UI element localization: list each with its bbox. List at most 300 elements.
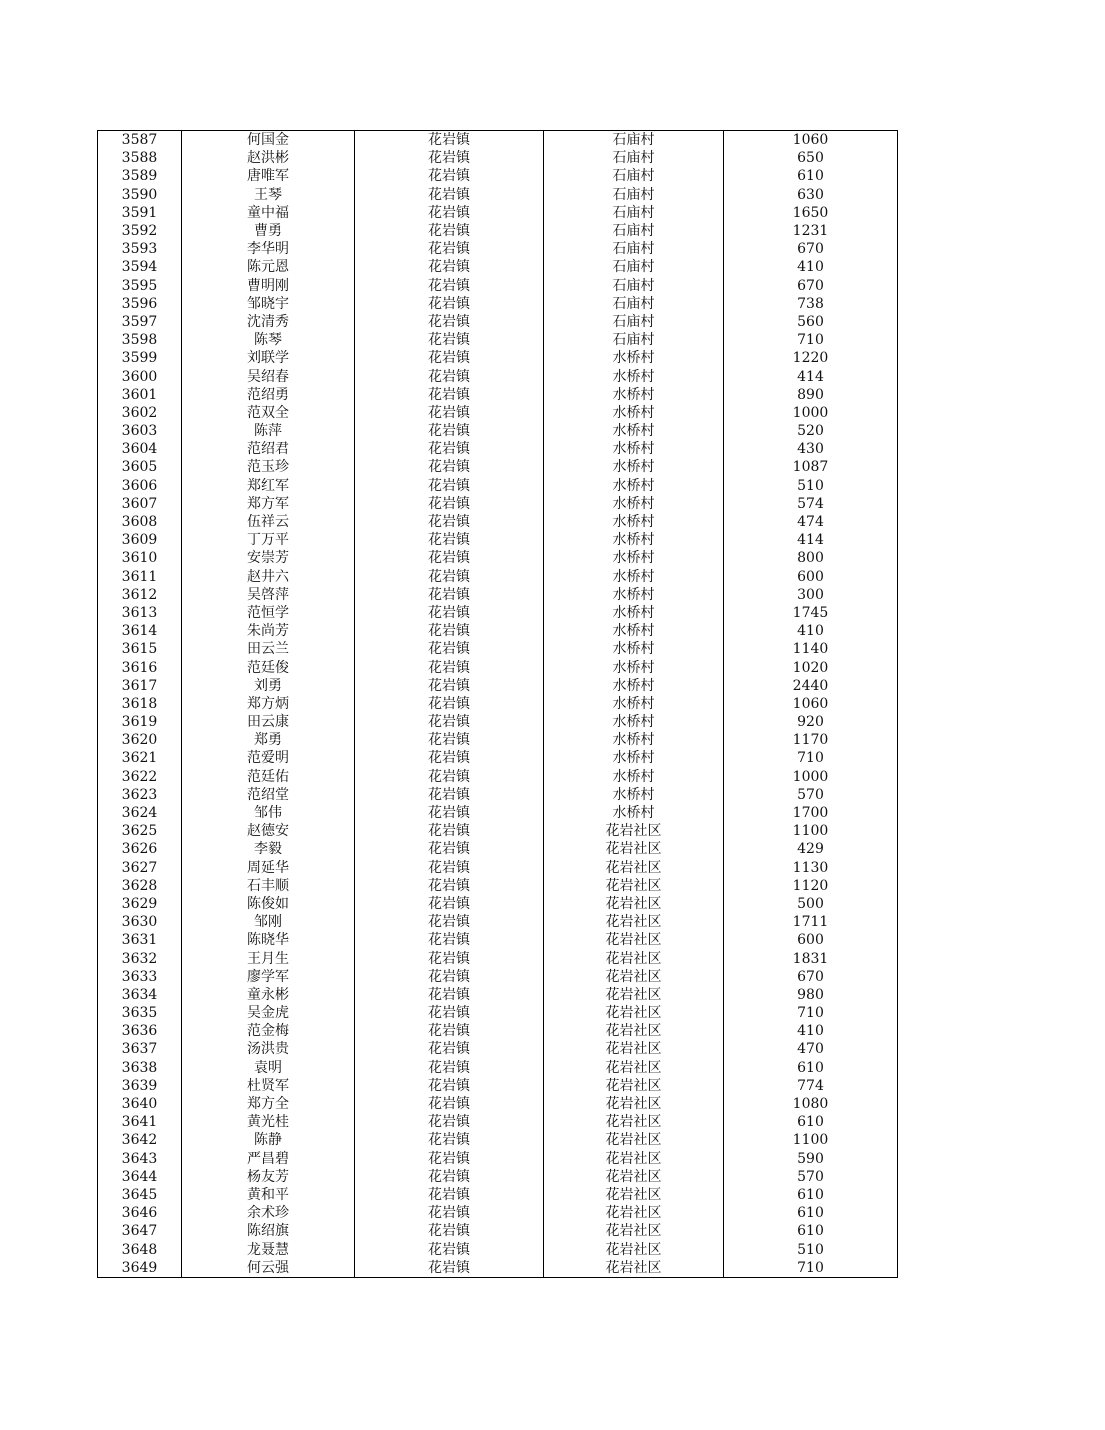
row-number-cell: 3604 [98,440,182,458]
name-cell: 余术珍 [182,1204,355,1222]
name-cell: 安崇芳 [182,549,355,567]
table-row [98,186,898,204]
amount-cell: 670 [724,277,898,295]
row-number-cell: 3641 [98,1113,182,1131]
table-row [98,1186,898,1204]
table-row [98,458,898,476]
amount-cell: 1060 [724,695,898,713]
town-cell: 花岩镇 [355,622,544,640]
town-cell: 花岩镇 [355,822,544,840]
amount-cell: 800 [724,549,898,567]
village-cell: 水桥村 [544,713,724,731]
row-number-cell: 3629 [98,895,182,913]
amount-cell: 1000 [724,768,898,786]
village-cell: 石庙村 [544,331,724,349]
table-row [98,768,898,786]
table-row [98,695,898,713]
amount-cell: 574 [724,495,898,513]
town-cell: 花岩镇 [355,513,544,531]
town-cell: 花岩镇 [355,731,544,749]
table-row [98,1040,898,1058]
table-row [98,1204,898,1222]
row-number-cell: 3637 [98,1040,182,1058]
row-number-cell: 3645 [98,1186,182,1204]
table-row [98,968,898,986]
village-cell: 石庙村 [544,131,724,150]
village-cell: 花岩社区 [544,1168,724,1186]
amount-cell: 710 [724,331,898,349]
town-cell: 花岩镇 [355,1186,544,1204]
name-cell: 郑红军 [182,477,355,495]
town-cell: 花岩镇 [355,495,544,513]
town-cell: 花岩镇 [355,677,544,695]
village-cell: 花岩社区 [544,1259,724,1278]
village-cell: 水桥村 [544,640,724,658]
table-body [98,131,898,1278]
name-cell: 王月生 [182,949,355,967]
name-cell: 袁明 [182,1059,355,1077]
row-number-cell: 3600 [98,367,182,385]
village-cell: 花岩社区 [544,1059,724,1077]
town-cell: 花岩镇 [355,1040,544,1058]
table-row [98,677,898,695]
amount-cell: 710 [724,749,898,767]
name-cell: 田云兰 [182,640,355,658]
village-cell: 水桥村 [544,367,724,385]
name-cell: 陈绍旗 [182,1222,355,1240]
town-cell: 花岩镇 [355,1004,544,1022]
name-cell: 范玉珍 [182,458,355,476]
village-cell: 花岩社区 [544,1095,724,1113]
table-row [98,1222,898,1240]
town-cell: 花岩镇 [355,1059,544,1077]
amount-cell: 1700 [724,804,898,822]
town-cell: 花岩镇 [355,568,544,586]
row-number-cell: 3603 [98,422,182,440]
row-number-cell: 3612 [98,586,182,604]
amount-cell: 510 [724,477,898,495]
table-row [98,404,898,422]
row-number-cell: 3610 [98,549,182,567]
name-cell: 周延华 [182,859,355,877]
row-number-cell: 3596 [98,295,182,313]
table-row [98,949,898,967]
town-cell: 花岩镇 [355,331,544,349]
table-row [98,658,898,676]
village-cell: 花岩社区 [544,1131,724,1149]
town-cell: 花岩镇 [355,1022,544,1040]
name-cell: 邹刚 [182,913,355,931]
village-cell: 花岩社区 [544,1077,724,1095]
town-cell: 花岩镇 [355,1113,544,1131]
town-cell: 花岩镇 [355,1259,544,1278]
amount-cell: 1120 [724,877,898,895]
table-row [98,640,898,658]
name-cell: 范恒学 [182,604,355,622]
name-cell: 沈清秀 [182,313,355,331]
amount-cell: 570 [724,786,898,804]
table-row [98,1150,898,1168]
name-cell: 杨友芳 [182,1168,355,1186]
table-row [98,713,898,731]
table-row [98,1240,898,1258]
amount-cell: 610 [724,1204,898,1222]
table-row [98,167,898,185]
name-cell: 陈俊如 [182,895,355,913]
table-row [98,604,898,622]
table-row [98,1004,898,1022]
row-number-cell: 3636 [98,1022,182,1040]
table-row [98,1131,898,1149]
amount-cell: 520 [724,422,898,440]
town-cell: 花岩镇 [355,749,544,767]
row-number-cell: 3588 [98,149,182,167]
village-cell: 花岩社区 [544,913,724,931]
town-cell: 花岩镇 [355,586,544,604]
name-cell: 陈萍 [182,422,355,440]
row-number-cell: 3614 [98,622,182,640]
table-row [98,1095,898,1113]
name-cell: 廖学军 [182,968,355,986]
name-cell: 范绍勇 [182,386,355,404]
town-cell: 花岩镇 [355,913,544,931]
table-row [98,749,898,767]
town-cell: 花岩镇 [355,222,544,240]
amount-cell: 1831 [724,949,898,967]
town-cell: 花岩镇 [355,1077,544,1095]
name-cell: 何国金 [182,131,355,150]
name-cell: 陈静 [182,1131,355,1149]
amount-cell: 600 [724,931,898,949]
row-number-cell: 3649 [98,1259,182,1278]
town-cell: 花岩镇 [355,549,544,567]
name-cell: 赵井六 [182,568,355,586]
amount-cell: 610 [724,1059,898,1077]
table-row [98,277,898,295]
row-number-cell: 3605 [98,458,182,476]
row-number-cell: 3647 [98,1222,182,1240]
town-cell: 花岩镇 [355,313,544,331]
town-cell: 花岩镇 [355,149,544,167]
row-number-cell: 3634 [98,986,182,1004]
table-row [98,549,898,567]
row-number-cell: 3589 [98,167,182,185]
village-cell: 石庙村 [544,313,724,331]
town-cell: 花岩镇 [355,531,544,549]
amount-cell: 1170 [724,731,898,749]
row-number-cell: 3640 [98,1095,182,1113]
town-cell: 花岩镇 [355,1095,544,1113]
table-row [98,586,898,604]
row-number-cell: 3642 [98,1131,182,1149]
amount-cell: 670 [724,968,898,986]
table-row [98,495,898,513]
town-cell: 花岩镇 [355,295,544,313]
village-cell: 石庙村 [544,222,724,240]
row-number-cell: 3601 [98,386,182,404]
table-row [98,895,898,913]
village-cell: 花岩社区 [544,840,724,858]
town-cell: 花岩镇 [355,349,544,367]
name-cell: 陈元恩 [182,258,355,276]
amount-cell: 610 [724,1222,898,1240]
table-row [98,731,898,749]
amount-cell: 500 [724,895,898,913]
table-row [98,1259,898,1278]
village-cell: 石庙村 [544,167,724,185]
table-row [98,986,898,1004]
table-row [98,859,898,877]
village-cell: 水桥村 [544,404,724,422]
name-cell: 龙聂慧 [182,1240,355,1258]
town-cell: 花岩镇 [355,986,544,1004]
name-cell: 童永彬 [182,986,355,1004]
village-cell: 花岩社区 [544,877,724,895]
village-cell: 花岩社区 [544,1204,724,1222]
name-cell: 黄光桂 [182,1113,355,1131]
town-cell: 花岩镇 [355,422,544,440]
name-cell: 吴绍春 [182,367,355,385]
amount-cell: 670 [724,240,898,258]
town-cell: 花岩镇 [355,204,544,222]
town-cell: 花岩镇 [355,186,544,204]
town-cell: 花岩镇 [355,640,544,658]
amount-cell: 414 [724,531,898,549]
amount-cell: 1087 [724,458,898,476]
town-cell: 花岩镇 [355,1168,544,1186]
table-row [98,822,898,840]
amount-cell: 1100 [724,822,898,840]
name-cell: 伍祥云 [182,513,355,531]
amount-cell: 414 [724,367,898,385]
table-row [98,258,898,276]
town-cell: 花岩镇 [355,277,544,295]
amount-cell: 470 [724,1040,898,1058]
village-cell: 花岩社区 [544,1022,724,1040]
village-cell: 水桥村 [544,549,724,567]
row-number-cell: 3621 [98,749,182,767]
row-number-cell: 3594 [98,258,182,276]
row-number-cell: 3617 [98,677,182,695]
village-cell: 水桥村 [544,749,724,767]
amount-cell: 610 [724,1113,898,1131]
amount-cell: 1711 [724,913,898,931]
amount-cell: 600 [724,568,898,586]
amount-cell: 630 [724,186,898,204]
amount-cell: 920 [724,713,898,731]
village-cell: 水桥村 [544,586,724,604]
table-row [98,1077,898,1095]
village-cell: 水桥村 [544,477,724,495]
town-cell: 花岩镇 [355,931,544,949]
amount-cell: 1000 [724,404,898,422]
row-number-cell: 3618 [98,695,182,713]
name-cell: 范廷佑 [182,768,355,786]
name-cell: 朱尚芳 [182,622,355,640]
town-cell: 花岩镇 [355,1150,544,1168]
town-cell: 花岩镇 [355,167,544,185]
row-number-cell: 3609 [98,531,182,549]
amount-cell: 774 [724,1077,898,1095]
village-cell: 花岩社区 [544,1040,724,1058]
amount-cell: 1140 [724,640,898,658]
row-number-cell: 3599 [98,349,182,367]
table-row [98,313,898,331]
table-row [98,840,898,858]
name-cell: 郑方全 [182,1095,355,1113]
amount-cell: 738 [724,295,898,313]
village-cell: 花岩社区 [544,1004,724,1022]
town-cell: 花岩镇 [355,968,544,986]
amount-cell: 300 [724,586,898,604]
row-number-cell: 3630 [98,913,182,931]
name-cell: 汤洪贵 [182,1040,355,1058]
name-cell: 黄和平 [182,1186,355,1204]
town-cell: 花岩镇 [355,440,544,458]
village-cell: 花岩社区 [544,822,724,840]
amount-cell: 1745 [724,604,898,622]
row-number-cell: 3595 [98,277,182,295]
amount-cell: 474 [724,513,898,531]
town-cell: 花岩镇 [355,1222,544,1240]
table-row [98,568,898,586]
name-cell: 范爱明 [182,749,355,767]
amount-cell: 1020 [724,658,898,676]
table-row [98,622,898,640]
name-cell: 严昌碧 [182,1150,355,1168]
town-cell: 花岩镇 [355,840,544,858]
town-cell: 花岩镇 [355,131,544,150]
village-cell: 花岩社区 [544,968,724,986]
name-cell: 范廷俊 [182,658,355,676]
village-cell: 石庙村 [544,186,724,204]
row-number-cell: 3623 [98,786,182,804]
row-number-cell: 3613 [98,604,182,622]
amount-cell: 1080 [724,1095,898,1113]
village-cell: 水桥村 [544,768,724,786]
table-row [98,222,898,240]
town-cell: 花岩镇 [355,658,544,676]
village-cell: 花岩社区 [544,1113,724,1131]
table-row [98,1168,898,1186]
village-cell: 水桥村 [544,531,724,549]
table-row [98,204,898,222]
village-cell: 石庙村 [544,258,724,276]
town-cell: 花岩镇 [355,695,544,713]
table-row [98,913,898,931]
village-cell: 花岩社区 [544,986,724,1004]
table-row [98,367,898,385]
name-cell: 郑方军 [182,495,355,513]
table-row [98,440,898,458]
name-cell: 范绍君 [182,440,355,458]
row-number-cell: 3646 [98,1204,182,1222]
village-cell: 花岩社区 [544,1222,724,1240]
row-number-cell: 3644 [98,1168,182,1186]
name-cell: 刘联学 [182,349,355,367]
table-row [98,513,898,531]
table-row [98,240,898,258]
name-cell: 童中福 [182,204,355,222]
town-cell: 花岩镇 [355,949,544,967]
amount-cell: 710 [724,1004,898,1022]
table-row [98,386,898,404]
row-number-cell: 3611 [98,568,182,586]
amount-cell: 1130 [724,859,898,877]
row-number-cell: 3591 [98,204,182,222]
village-cell: 石庙村 [544,240,724,258]
village-cell: 花岩社区 [544,949,724,967]
name-cell: 范金梅 [182,1022,355,1040]
name-cell: 吴金虎 [182,1004,355,1022]
village-cell: 水桥村 [544,440,724,458]
amount-cell: 1100 [724,1131,898,1149]
table-row [98,877,898,895]
name-cell: 李华明 [182,240,355,258]
name-cell: 赵洪彬 [182,149,355,167]
village-cell: 花岩社区 [544,1150,724,1168]
amount-cell: 570 [724,1168,898,1186]
table-row [98,804,898,822]
row-number-cell: 3619 [98,713,182,731]
amount-cell: 430 [724,440,898,458]
row-number-cell: 3632 [98,949,182,967]
name-cell: 王琴 [182,186,355,204]
village-cell: 水桥村 [544,495,724,513]
town-cell: 花岩镇 [355,604,544,622]
name-cell: 何云强 [182,1259,355,1278]
amount-cell: 710 [724,1259,898,1278]
row-number-cell: 3625 [98,822,182,840]
table-row [98,131,898,150]
name-cell: 杜贤军 [182,1077,355,1095]
row-number-cell: 3627 [98,859,182,877]
row-number-cell: 3592 [98,222,182,240]
town-cell: 花岩镇 [355,458,544,476]
village-cell: 水桥村 [544,658,724,676]
amount-cell: 410 [724,1022,898,1040]
row-number-cell: 3620 [98,731,182,749]
table-row [98,1059,898,1077]
row-number-cell: 3622 [98,768,182,786]
row-number-cell: 3648 [98,1240,182,1258]
name-cell: 范绍堂 [182,786,355,804]
amount-cell: 510 [724,1240,898,1258]
table-row [98,531,898,549]
amount-cell: 590 [724,1150,898,1168]
village-cell: 水桥村 [544,386,724,404]
amount-cell: 560 [724,313,898,331]
village-cell: 花岩社区 [544,859,724,877]
row-number-cell: 3606 [98,477,182,495]
village-cell: 水桥村 [544,622,724,640]
town-cell: 花岩镇 [355,1204,544,1222]
amount-cell: 1650 [724,204,898,222]
village-cell: 石庙村 [544,149,724,167]
row-number-cell: 3615 [98,640,182,658]
village-cell: 水桥村 [544,513,724,531]
table-row [98,1113,898,1131]
row-number-cell: 3602 [98,404,182,422]
name-cell: 郑方炳 [182,695,355,713]
table-row [98,349,898,367]
amount-cell: 2440 [724,677,898,695]
name-cell: 唐唯军 [182,167,355,185]
table-row [98,477,898,495]
village-cell: 花岩社区 [544,1186,724,1204]
village-cell: 水桥村 [544,422,724,440]
village-cell: 花岩社区 [544,1240,724,1258]
